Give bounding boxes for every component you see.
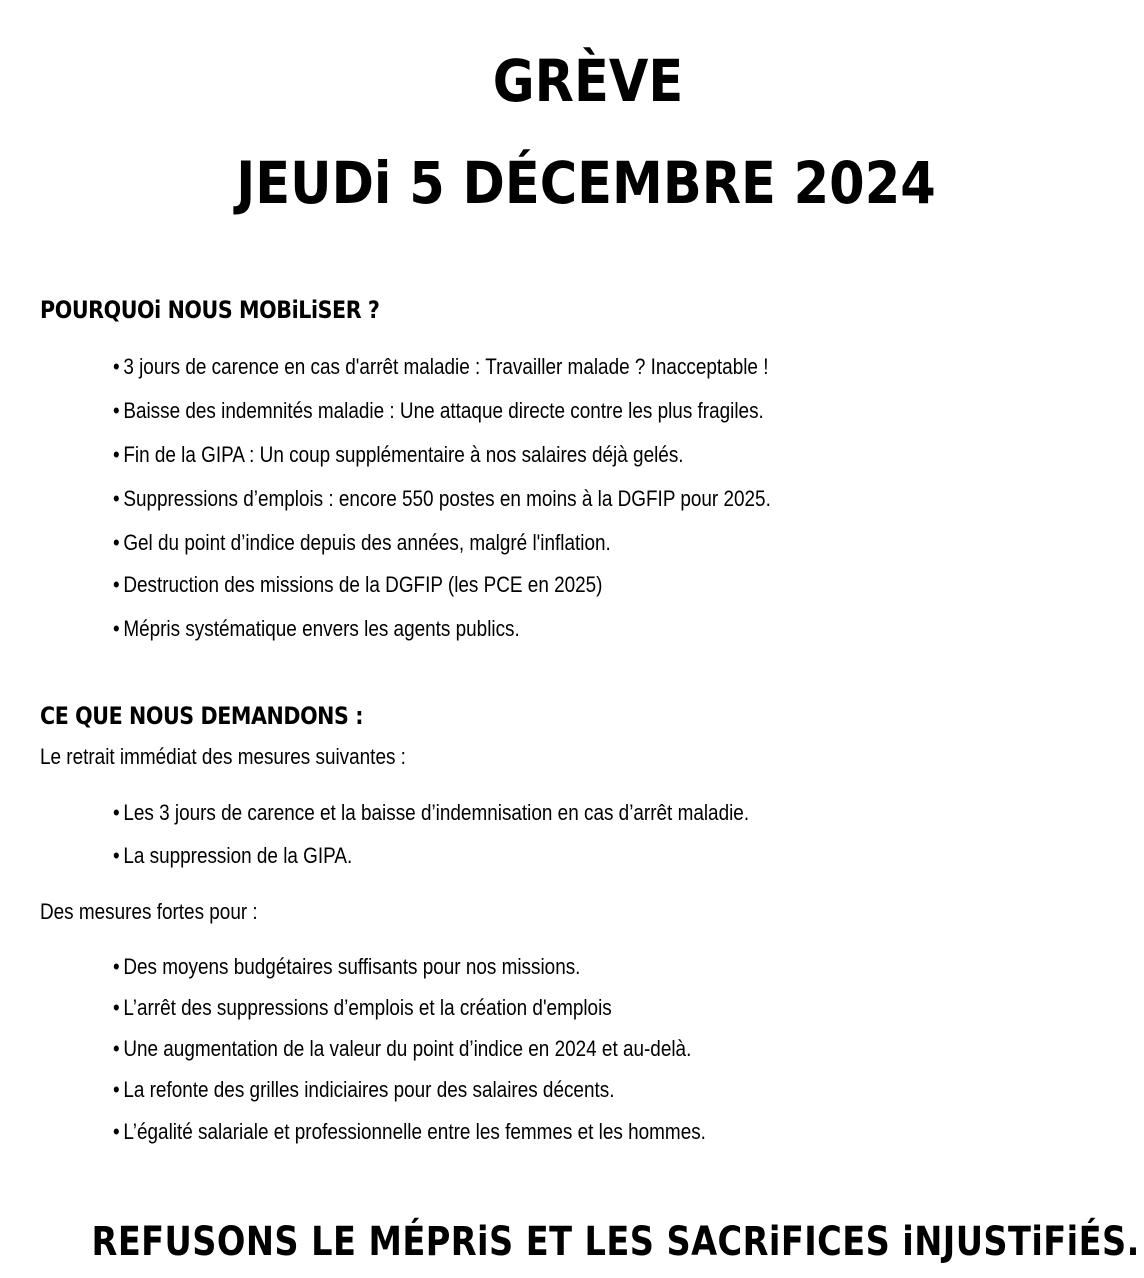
- bullet-icon: •: [113, 486, 120, 511]
- list-item: • L’égalité salariale et professionnelle entre les femmes et les hommes.: [113, 1119, 706, 1144]
- list-item: • La refonte des grilles indiciaires pour des salaires décents.: [113, 1077, 615, 1102]
- bullet-icon: •: [113, 995, 120, 1020]
- section-heading-why: POURQUOi NOUS MOBiLiSER ?: [40, 296, 380, 324]
- list-item: • Les 3 jours de carence et la baisse d’indemnisation en cas d’arrêt maladie.: [113, 800, 750, 825]
- strike-title: GRÈVE: [492, 47, 684, 115]
- measures-intro: Des mesures fortes pour :: [40, 899, 258, 924]
- list-item: • Une augmentation de la valeur du point d’indice en 2024 et au-delà.: [113, 1036, 692, 1061]
- strike-date: JEUDi 5 DÉCEMBRE 2024: [236, 149, 936, 217]
- list-item: • Mépris systématique envers les agents publics.: [113, 616, 520, 641]
- list-item: • Des moyens budgétaires suffisants pour nos missions.: [113, 954, 581, 979]
- bullet-icon: •: [113, 954, 120, 979]
- closing-slogan: REFUSONS LE MÉPRiS ET LES SACRiFICES iNJUSTiFiÉS.: [91, 1219, 1140, 1265]
- list-item: • Suppressions d’emplois : encore 550 postes en moins à la DGFIP pour 2025.: [113, 486, 771, 511]
- list-item: • Destruction des missions de la DGFIP (les PCE en 2025): [113, 572, 603, 597]
- bullet-icon: •: [113, 572, 120, 597]
- bullet-icon: •: [113, 1119, 120, 1144]
- demands-intro: Le retrait immédiat des mesures suivantes :: [40, 744, 406, 769]
- bullet-icon: •: [113, 1077, 120, 1102]
- list-item: • La suppression de la GIPA.: [113, 843, 353, 868]
- bullet-icon: •: [113, 800, 120, 825]
- bullet-icon: •: [113, 442, 120, 467]
- section-heading-demands: CE QUE NOUS DEMANDONS :: [40, 702, 364, 730]
- list-item: • L’arrêt des suppressions d’emplois et la création d'emplois: [113, 995, 612, 1020]
- bullet-icon: •: [113, 843, 120, 868]
- list-item: • Baisse des indemnités maladie : Une attaque directe contre les plus fragiles.: [113, 398, 764, 423]
- list-item: • 3 jours de carence en cas d'arrêt maladie : Travailler malade ? Inacceptable !: [113, 354, 769, 379]
- bullet-icon: •: [113, 1036, 120, 1061]
- bullet-icon: •: [113, 530, 120, 555]
- list-item: • Fin de la GIPA : Un coup supplémentaire à nos salaires déjà gelés.: [113, 442, 684, 467]
- bullet-icon: •: [113, 354, 120, 379]
- bullet-icon: •: [113, 398, 120, 423]
- list-item: • Gel du point d’indice depuis des années, malgré l'inflation.: [113, 530, 611, 555]
- bullet-icon: •: [113, 616, 120, 641]
